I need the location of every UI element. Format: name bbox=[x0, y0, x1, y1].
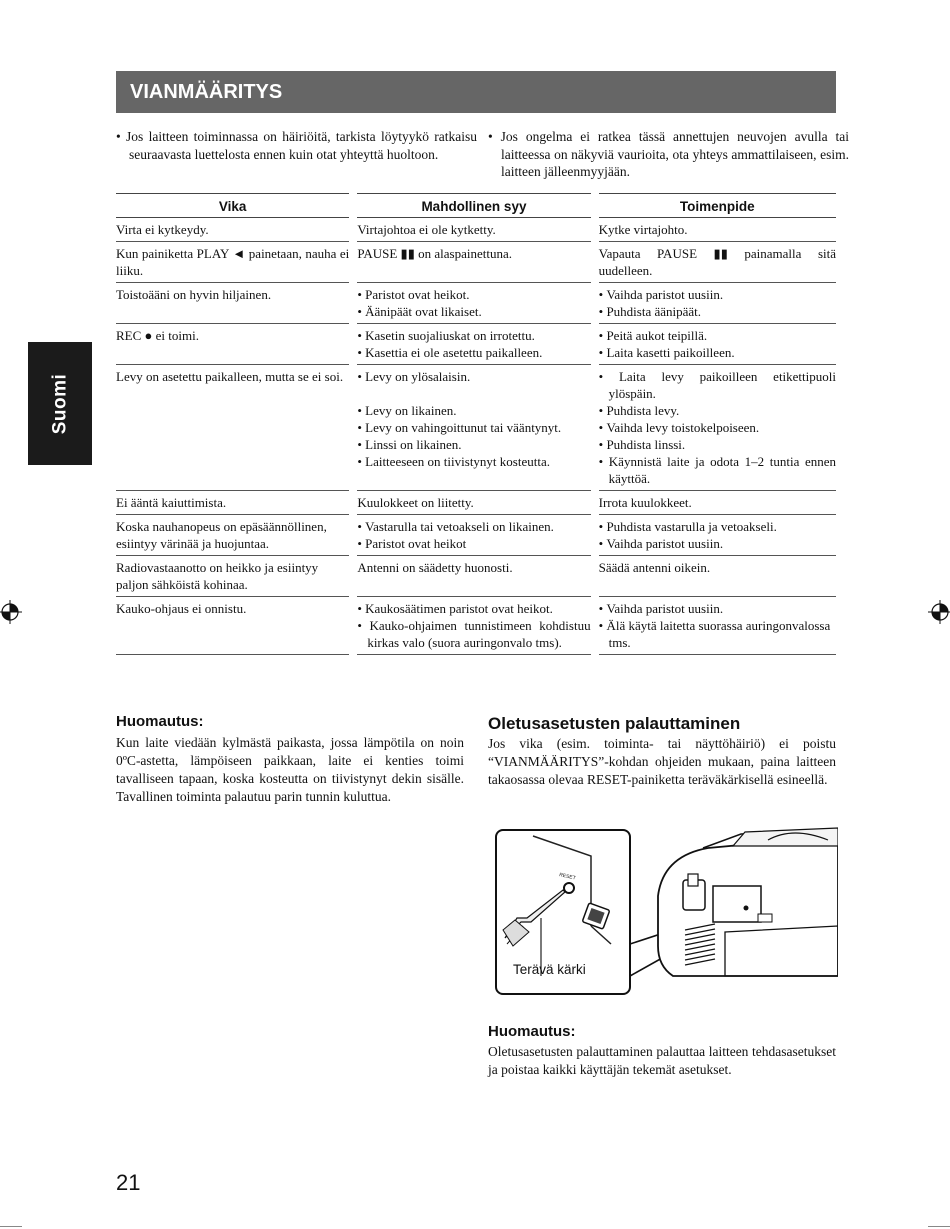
cause-cell bbox=[357, 365, 590, 491]
intro-left: • Jos laitteen toiminnassa on häiriöitä, tarkista löytyykö ratkaisu seuraavasta luettelosta ennen kuin otat yhteyttä huoltoon. bbox=[116, 129, 477, 162]
illustration-label: Terävä kärki bbox=[513, 962, 586, 977]
list-item: • Laita levy paikoilleen etikettipuoli ylöspäin. bbox=[599, 368, 836, 402]
problem-cell: Kun painiketta PLAY ◄ painetaan, nauha ei liiku. bbox=[116, 242, 349, 283]
list-item: • Puhdista vastarulla ja vetoakseli. bbox=[599, 518, 836, 535]
list-item: • Laitteeseen on tiivistynyt kosteutta. bbox=[357, 453, 590, 470]
problem-cell: Kauko-ohjaus ei onnistu. bbox=[116, 597, 349, 655]
problem-cell: Koska nauhanopeus on epäsäännöllinen, esiintyy värinää ja huojuntaa. bbox=[116, 515, 349, 556]
remedy-cell bbox=[599, 283, 836, 324]
table-row bbox=[116, 491, 836, 515]
remedy-cell bbox=[599, 324, 836, 365]
reset-heading: Oletusasetusten palauttaminen bbox=[488, 714, 741, 733]
registration-mark-icon bbox=[928, 600, 950, 624]
table-row bbox=[116, 365, 836, 491]
section-title: VIANMÄÄRITYS bbox=[116, 71, 836, 113]
col-header-cause: Mahdollinen syy bbox=[357, 193, 590, 218]
cause-cell: Virtajohtoa ei ole kytketty. bbox=[357, 218, 590, 242]
remedy-cell: Vapauta PAUSE ▮▮ painamalla sitä uudelleen. bbox=[599, 242, 836, 283]
table-row bbox=[116, 242, 836, 283]
cause-cell bbox=[357, 597, 590, 655]
list-item: • Kauko-ohjaimen tunnistimeen kohdistuu kirkas valo (suora auringonvalo tms). bbox=[357, 617, 590, 651]
table-row bbox=[116, 515, 836, 556]
page-number: 21 bbox=[116, 1170, 141, 1195]
intro-right: • Jos ongelma ei ratkea tässä annettujen neuvojen avulla tai laitteessa on näkyviä vaurioita, ota yhteys ammattilaiseen, esim. laitteen jälleenmyyjään. bbox=[488, 129, 849, 179]
table-row bbox=[116, 283, 836, 324]
note-text: Kun laite viedään kylmästä paikasta, jossa lämpötila on noin 0ºC-astetta, lämpöiseen paikkaan, laite ei kenties toimi tavalliseen tapaan, koska kosteutta on tiivistynyt dekin sisälle. Tavallinen toiminta palautuu parin tunnin kuluttua. bbox=[116, 735, 464, 804]
remedy-cell bbox=[599, 597, 836, 655]
list-item: • Levy on ylösalaisin. bbox=[357, 368, 590, 385]
reset-hole bbox=[564, 883, 574, 893]
cause-cell bbox=[357, 324, 590, 365]
cause-cell bbox=[357, 515, 590, 556]
table-row bbox=[116, 218, 836, 242]
list-item: • Paristot ovat heikot. bbox=[357, 286, 590, 303]
col-header-remedy: Toimenpide bbox=[599, 193, 836, 218]
list-item: • Levy on vahingoittunut tai vääntynyt. bbox=[357, 419, 590, 436]
list-item: • Äänipäät ovat likaiset. bbox=[357, 303, 590, 320]
trim-mark bbox=[0, 1226, 22, 1227]
problem-cell: REC ● ei toimi. bbox=[116, 324, 349, 365]
cause-cell: PAUSE ▮▮ on alaspainettuna. bbox=[357, 242, 590, 283]
col-header-problem: Vika bbox=[116, 193, 349, 218]
problem-cell: Toistoääni on hyvin hiljainen. bbox=[116, 283, 349, 324]
problem-cell: Radiovastaanotto on heikko ja esiintyy paljon sähköistä kohinaa. bbox=[116, 556, 349, 597]
trim-mark bbox=[928, 1226, 950, 1227]
list-item: • Kasettia ei ole asetettu paikalleen. bbox=[357, 344, 590, 361]
list-item: • Laita kasetti paikoilleen. bbox=[599, 344, 836, 361]
reset-text: Jos vika (esim. toiminta- tai näyttöhäiriö) ei poistu “VIANMÄÄRITYS”-kohdan ohjeiden mukaan, paina laitteen takaosassa olevaa RESET-painiketta teräväkärkisellä esineellä. bbox=[488, 736, 836, 787]
note-heading: Huomautus: bbox=[116, 713, 204, 730]
list-item: • Vastarulla tai vetoakseli on likainen. bbox=[357, 518, 590, 535]
list-item: • Vaihda levy toistokelpoiseen. bbox=[599, 419, 836, 436]
list-item: • Vaihda paristot uusiin. bbox=[599, 286, 836, 303]
reset-text-label: RESET bbox=[558, 872, 577, 882]
list-item: • Paristot ovat heikot bbox=[357, 535, 590, 552]
list-item: • Puhdista linssi. bbox=[599, 436, 836, 453]
list-item: • Puhdista äänipäät. bbox=[599, 303, 836, 320]
remedy-cell bbox=[599, 515, 836, 556]
remedy-cell bbox=[599, 365, 836, 491]
cause-cell: Kuulokkeet on liitetty. bbox=[357, 491, 590, 515]
registration-mark-icon bbox=[0, 600, 22, 624]
list-item: • Peitä aukot teipillä. bbox=[599, 327, 836, 344]
note-heading: Huomautus: bbox=[488, 1023, 576, 1040]
list-item: • Linssi on likainen. bbox=[357, 436, 590, 453]
list-item: • Puhdista levy. bbox=[599, 402, 836, 419]
remedy-cell: Kytke virtajohto. bbox=[599, 218, 836, 242]
troubleshooting-table bbox=[116, 193, 836, 655]
list-item: • Kaukosäätimen paristot ovat heikot. bbox=[357, 600, 590, 617]
table-header-row bbox=[116, 193, 836, 218]
list-item: • Älä käytä laitetta suorassa auringonvalossa tms. bbox=[599, 617, 836, 651]
cause-cell bbox=[357, 283, 590, 324]
problem-cell: Ei ääntä kaiuttimista. bbox=[116, 491, 349, 515]
language-tab bbox=[28, 342, 92, 465]
note-text: Oletusasetusten palauttaminen palauttaa laitteen tehdasasetukset ja poistaa kaikki käyttäjän tekemät asetukset. bbox=[488, 1044, 836, 1077]
list-item: • Levy on likainen. bbox=[357, 402, 590, 419]
table-row bbox=[116, 324, 836, 365]
list-item: • Kasetin suojaliuskat on irrotettu. bbox=[357, 327, 590, 344]
problem-cell: Virta ei kytkeydy. bbox=[116, 218, 349, 242]
remedy-cell: Irrota kuulokkeet. bbox=[599, 491, 836, 515]
list-item: • Käynnistä laite ja odota 1–2 tuntia ennen käyttöä. bbox=[599, 453, 836, 487]
table-row bbox=[116, 597, 836, 655]
table-row bbox=[116, 556, 836, 597]
remedy-cell: Säädä antenni oikein. bbox=[599, 556, 836, 597]
list-item: • Vaihda paristot uusiin. bbox=[599, 600, 836, 617]
language-tab-label: Suomi bbox=[49, 373, 70, 434]
cause-cell: Antenni on säädetty huonosti. bbox=[357, 556, 590, 597]
problem-cell: Levy on asetettu paikalleen, mutta se ei soi. bbox=[116, 365, 349, 491]
list-item: • Vaihda paristot uusiin. bbox=[599, 535, 836, 552]
